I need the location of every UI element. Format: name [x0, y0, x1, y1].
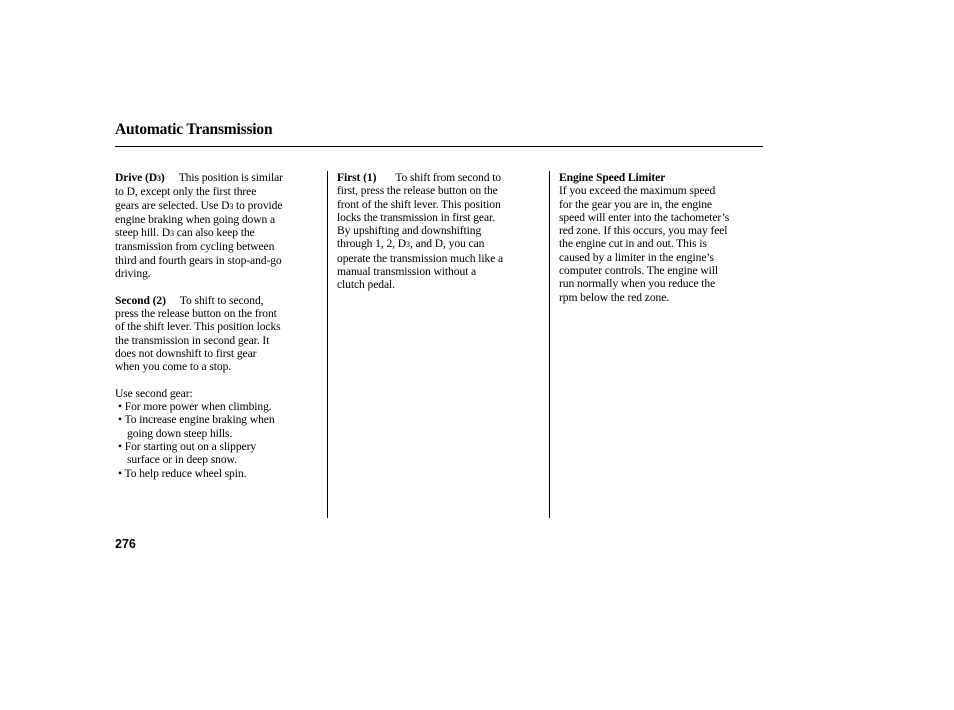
bullet-item-continuation: surface or in deep snow.	[127, 453, 237, 467]
engine-limiter-line: for the gear you are in, the engine	[559, 197, 712, 211]
second-2-line: of the shift lever. This position locks	[115, 320, 281, 334]
engine-limiter-line: run normally when you reduce the	[559, 277, 716, 291]
column-divider	[327, 171, 328, 518]
bullet-item: • For starting out on a slippery	[118, 439, 257, 453]
column-divider	[549, 171, 550, 518]
first-1-line: clutch pedal.	[337, 278, 395, 292]
use-second-intro: Use second gear:	[115, 386, 193, 400]
engine-limiter-line: If you exceed the maximum speed	[559, 184, 716, 198]
page-title: Automatic Transmission	[115, 121, 273, 138]
drive-d3-line: gears are selected. Use D3 to provide	[115, 198, 283, 212]
second-2-line: when you come to a stop.	[115, 360, 232, 374]
first-1-line: First (1) To shift from second to	[337, 171, 502, 184]
second-2-paragraph	[115, 294, 321, 374]
bullet-item: • For more power when climbing.	[118, 400, 272, 414]
column-middle	[337, 171, 543, 292]
bullet-item: • To increase engine braking when	[118, 413, 275, 427]
first-1-line: operate the transmission much like a	[337, 251, 504, 265]
engine-limiter-line: red zone. If this occurs, you may feel	[559, 224, 728, 238]
first-1-line: manual transmission without a	[337, 265, 477, 279]
drive-d3-line: to D, except only the first three	[115, 185, 257, 199]
engine-limiter-heading: Engine Speed Limiter	[559, 171, 666, 184]
second-2-line: the transmission in second gear. It	[115, 333, 270, 347]
engine-limiter-line: caused by a limiter in the engine’s	[559, 250, 714, 264]
second-2-line: Second (2) To shift to second,	[115, 293, 264, 307]
drive-d3-line: Drive (D3) This position is similar	[115, 171, 283, 184]
first-1-line: By upshifting and downshifting	[337, 224, 482, 238]
drive-d3-line: driving.	[115, 267, 151, 281]
bullet-item: • To help reduce wheel spin.	[118, 466, 247, 480]
drive-d3-line: transmission from cycling between	[115, 240, 275, 254]
drive-d3-line: third and fourth gears in stop-and-go	[115, 253, 282, 267]
column-left	[115, 171, 321, 480]
drive-d3-paragraph	[115, 171, 321, 280]
engine-limiter-line: speed will enter into the tachometer’s	[559, 210, 730, 224]
engine-limiter-line: computer controls. The engine will	[559, 264, 718, 278]
engine-limiter-paragraph	[559, 171, 769, 304]
engine-limiter-line: rpm below the red zone.	[559, 290, 670, 304]
second-2-line: press the release button on the front	[115, 306, 277, 320]
second-2-line: does not downshift to first gear	[115, 346, 257, 360]
drive-d3-heading: Drive (D3)	[115, 171, 165, 184]
first-1-heading: First (1)	[337, 171, 377, 184]
first-1-paragraph	[337, 171, 543, 292]
first-1-line: first, press the release button on the	[337, 184, 498, 198]
use-second-bullet-list	[115, 400, 321, 480]
first-1-line: front of the shift lever. This position	[337, 197, 501, 211]
second-2-heading: Second (2)	[115, 293, 166, 307]
drive-d3-line: steep hill. D3 can also keep the	[115, 226, 255, 240]
title-rule	[115, 146, 763, 147]
engine-limiter-line: the engine cut in and out. This is	[559, 237, 707, 251]
bullet-item-continuation: going down steep hills.	[127, 426, 233, 440]
column-right	[559, 171, 769, 304]
first-1-line: locks the transmission in first gear.	[337, 210, 495, 224]
first-1-line: through 1, 2, D3, and D, you can	[337, 237, 485, 251]
drive-d3-line: engine braking when going down a	[115, 212, 276, 226]
page-number: 276	[115, 537, 136, 551]
